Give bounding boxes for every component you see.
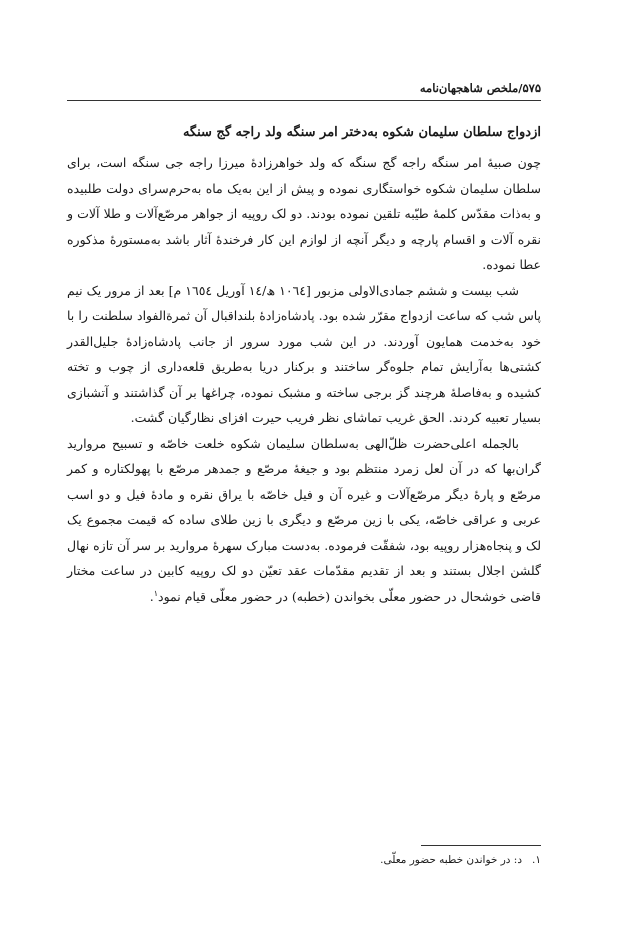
section-heading: ازدواج سلطان سلیمان شکوه به‌دختر امر سنگه ولد راجه گج سنگه xyxy=(182,125,541,140)
footnote xyxy=(67,852,541,868)
footnote-rule xyxy=(421,845,541,846)
paragraph-3-end: . xyxy=(149,588,154,604)
body-text xyxy=(67,150,541,609)
paragraph-3-text: بالجمله اعلی‌حضرت ظلّ‌الهی به‌سلطان سلیمان شکوه خلعت خاصّه و تسبیح مروارید گران‌بها که در آن لعل زمرد منتظم بود و جیغهٔ مرصّع و جمدهر مرصّع با پهولکتاره و کمر مرصّع و پارهٔ دیگر مرصّع‌آلات و غیره آن و فیل خاصّه با یراق نقره و مادهٔ فیل و دو اسب عربی و عراقی خاصّه، یکی با زین مرصّع و دیگری با زین طلای ساده که قیمت مجموع یک لک و پنجاه‌هزار روپیه بود، شفقّت فرموده. به‌دست مبارک سهرهٔ مروارید بر سر آن تازه نهال گلشن اجلال بستند و بعد از تقدیم مقدّمات عقد تعیّن دو لک روپیه کابین در ساعت مختار قاضی خوشحال در حضور معلّی بخواندن (خطبه) در حضور معلّی قیام نمود xyxy=(67,435,541,604)
paragraph-2: شب بیست و ششم جمادی‌الاولی مزبور [۱۰٦٤ ھ/۱٤ آوریل ۱٦٥٤ م] بعد از مرور یک نیم پاس شب که ساعت ازدواج مقرّر شده بود. پادشاه‌زادهٔ بلنداقبال آن ثمرةالفواد سلطنت را با خود به‌خدمت همایون آوردند. در این شب مورد سرور از جانب پادشاه‌زادهٔ جلیل‌القدر کشتی‌ها به‌آرایش تمام جلوه‌گر ساختند و برکنار دریا به‌طریق قلعه‌داری از چوب و تخته کشیده و به‌فاصلهٔ هرچند گز برجی ساخته و مشبک نموده، چراغها بر آن گذاشتند و آتشبازی بسیار تعبیه کردند. الحق غریب تماشای نظر فریب حیرت افزای نظارگیان گشت. xyxy=(67,282,541,425)
footnote-number: ۱. xyxy=(532,854,541,866)
footnote-marker[interactable]: ۱ xyxy=(153,588,159,598)
paragraph-1: چون صبیهٔ امر سنگه راجه گج سنگه که ولد خواهرزادهٔ میرزا راجه جی سنگه است، برای سلطان سلیمان شکوه خواستگاری نموده و پیش از این به‌یک ماه به‌حرم‌سرای دولت طلبیده و به‌ذات مقدّس کلمهٔ طیّبه تلقین نموده بودند. دو لک روپیه از جواهر مرصّع‌آلات و طلا آلات و نقره آلات و اقسام پارچه و دیگر آنچه از لوازم این کار فرخندهٔ آثار باشد به‌مستورهٔ مذکوره عطا نموده. xyxy=(67,155,541,272)
header-rule xyxy=(67,100,541,101)
running-head: ۵۷۵/ملخص شاهجهان‌نامه xyxy=(419,81,541,95)
document-page xyxy=(67,0,541,946)
paragraph-3 xyxy=(67,431,541,610)
footnote-text: د: در خواندن خطبه حضور معلّی. xyxy=(380,854,523,866)
